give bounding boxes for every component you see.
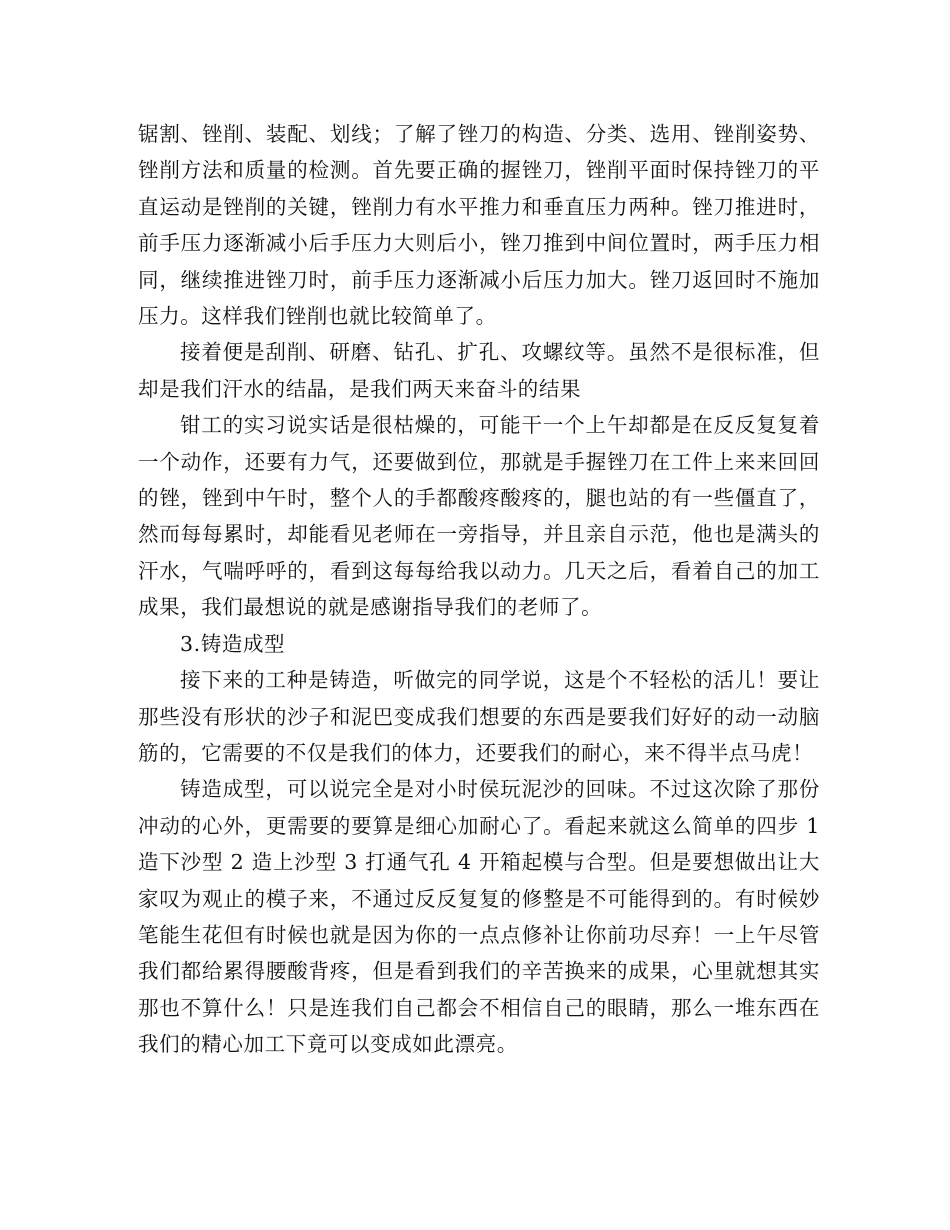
paragraph-filing-continued: 锯割、锉削、装配、划线；了解了锉刀的构造、分类、选用、锉削姿势、锉削方法和质量的检测。首先要正确的握锉刀，锉削平面时保持锉刀的平直运动是锉削的关键，锉削力有水平推力和垂直压力两种。锉刀推进时，前手压力逐渐减小后手压力大则后小，锉刀推到中间位置时，两手压力相同，继续推进锉刀时，前手压力逐渐减小后压力加大。锉刀返回时不施加压力。这样我们锉削也就比较简单了。 xyxy=(138,122,820,329)
paragraph-casting-intro: 接下来的工种是铸造，听做完的同学说，这是个不轻松的活儿！要让那些没有形状的沙子和泥巴变成我们想要的东西是要我们好好的动一动脑筋的，它需要的不仅是我们的体力，还要我们的耐心，来不得半点马虎！ xyxy=(138,668,820,765)
paragraph-casting-process: 铸造成型，可以说完全是对小时侯玩泥沙的回味。不过这次除了那份冲动的心外，更需要的要算是细心加耐心了。看起来就这么简单的四步 1 造下沙型 2 造上沙型 3 打通气孔 4 开箱起模与合型。但是要想做出让大家叹为观止的模子来，不通过反反复复的修整是不可能得到的。有时候妙笔能生花但有时候也就是因为你的一点点修补让你前功尽弃！一上午尽管我们都给累得腰酸背疼，但是看到我们的辛苦换来的成果，心里就想其实那也不算什么！只是连我们自己都会不相信自己的眼睛，那么一堆东西在我们的精心加工下竟可以变成如此漂亮。 xyxy=(138,777,820,1057)
paragraph-fitter-experience: 钳工的实习说实话是很枯燥的，可能干一个上午却都是在反反复复着一个动作，还要有力气，还要做到位，那就是手握锉刀在工件上来来回回的锉，锉到中午时，整个人的手都酸疼酸疼的，腿也站的有一些僵直了，然而每每累时，却能看见老师在一旁指导，并且亲自示范，他也是满头的汗水，气喘呼呼的，看到这每每给我以动力。几天之后，看着自己的加工成果，我们最想说的就是感谢指导我们的老师了。 xyxy=(138,413,820,620)
section-heading-casting: 3.铸造成型 xyxy=(180,631,286,656)
document-body xyxy=(138,116,820,1063)
paragraph-scraping: 接着便是刮削、研磨、钻孔、扩孔、攻螺纹等。虽然不是很标准，但却是我们汗水的结晶，是我们两天来奋斗的结果 xyxy=(138,340,820,401)
